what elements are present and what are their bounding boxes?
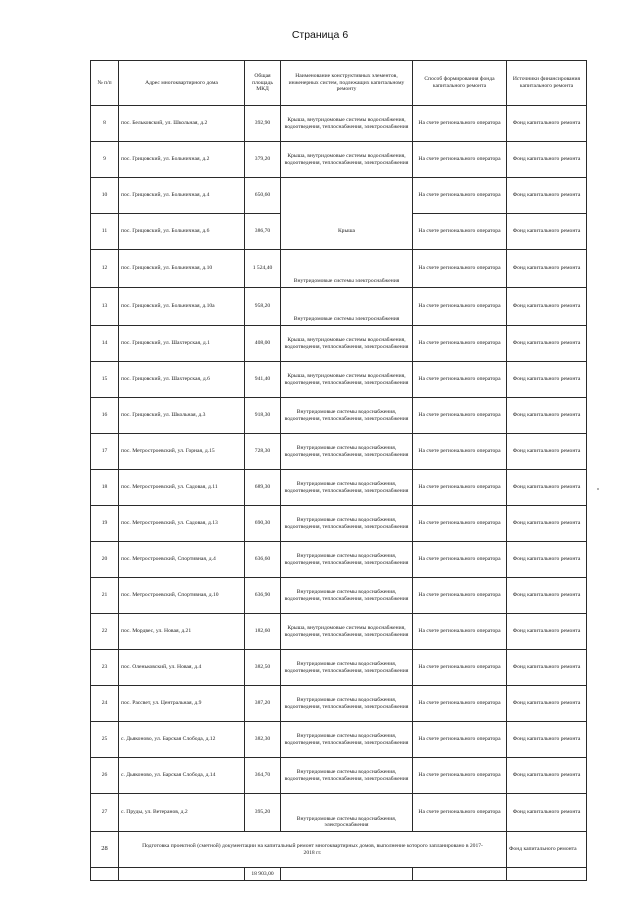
row-works: Крыша, внутридомовые системы водоснабжения, водоотведения, теплоснабжения, электроснабжения [281, 106, 413, 142]
row-address: пос. Бельковский, ул. Школьная, д.2 [119, 106, 245, 142]
row-area: 382,50 [245, 650, 281, 686]
row-num: 18 [91, 470, 119, 506]
row-method: На счете регионального оператора [413, 214, 507, 250]
table-row [91, 326, 587, 362]
row-area: 636,90 [245, 578, 281, 614]
row-num: 15 [91, 362, 119, 398]
header-source: Источники финансирования капитального ремонта [507, 61, 587, 106]
row-address: пос. Метростроевский, ул. Садовая, д.13 [119, 506, 245, 542]
row-num: 20 [91, 542, 119, 578]
merged-works-text: Крыша [337, 228, 356, 235]
row-address: пос. Грицовский, ул. Больничная, д.10а [119, 288, 245, 326]
row-num: 17 [91, 434, 119, 470]
table-row [91, 106, 587, 142]
row-address: пос. Грицовский, ул. Больничная, д.6 [119, 214, 245, 250]
row-works: Крыша, внутридомовые системы водоснабжения, водоотведения, теплоснабжения, электроснабжения [281, 362, 413, 398]
row-method: На счете регионального оператора [413, 794, 507, 832]
table-row [91, 142, 587, 178]
row-method: На счете регионального оператора [413, 578, 507, 614]
table-row [91, 506, 587, 542]
row-address: пос. Метростроевский, ул. Садовая, д.11 [119, 470, 245, 506]
row-works: Внутридомовые системы водоснабжения, водоотведения, теплоснабжения, электроснабжения [281, 686, 413, 722]
row-works: Внутридомовые системы водоснабжения, водоотведения, теплоснабжения, электроснабжения [281, 398, 413, 434]
row-works: Внутридомовые системы водоснабжения, водоотведения, теплоснабжения, электроснабжения [281, 578, 413, 614]
row-num: 8 [91, 106, 119, 142]
table-row [91, 288, 587, 326]
row-source: Фонд капитального ремонта [507, 794, 587, 832]
row-address: пос. Оленьковский, ул. Новая, д.4 [119, 650, 245, 686]
row-works-merged [281, 178, 413, 250]
row-num: 14 [91, 326, 119, 362]
table-row [91, 794, 587, 832]
row-works: Внутридомовые системы водоснабжения, водоотведения, теплоснабжения, электроснабжения [281, 506, 413, 542]
row-num: 12 [91, 250, 119, 288]
header-area: Общая площадь МКД [245, 61, 281, 106]
row-area: 636,60 [245, 542, 281, 578]
total-empty-num [91, 868, 119, 881]
row-method: На счете регионального оператора [413, 434, 507, 470]
row-source: Фонд капитального ремонта [507, 758, 587, 794]
header-address: Адрес многоквартирного дома [119, 61, 245, 106]
row-works: Внутридомовые системы водоснабжения, водоотведения, теплоснабжения, электроснабжения [281, 434, 413, 470]
row-area: 395,20 [245, 794, 281, 832]
repair-program-table [90, 60, 587, 881]
total-empty-works [281, 868, 413, 881]
row-area: 392,90 [245, 106, 281, 142]
row-works: Внутридомовые системы водоснабжения, водоотведения, теплоснабжения, электроснабжения [281, 650, 413, 686]
scan-speck [597, 488, 599, 490]
row-address: пос. Метростроевский, Спортивная, д.10 [119, 578, 245, 614]
row-source: Фонд капитального ремонта [507, 722, 587, 758]
table-row-preparation [91, 832, 587, 868]
row-num: 27 [91, 794, 119, 832]
row-source: Фонд капитального ремонта [507, 106, 587, 142]
row-area: 941,40 [245, 362, 281, 398]
row-address: пос. Метростроевский, Спортивная, д.4 [119, 542, 245, 578]
row-method: На счете регионального оператора [413, 614, 507, 650]
row-area: 690,30 [245, 506, 281, 542]
row-num: 28 [91, 832, 119, 868]
row-address: пос. Метростроевский, ул. Горная, д.15 [119, 434, 245, 470]
row-num: 21 [91, 578, 119, 614]
row-area: 650,60 [245, 178, 281, 214]
header-num: № п/п [91, 61, 119, 106]
row-source: Фонд капитального ремонта [507, 542, 587, 578]
row-address: пос. Грицовский, ул. Больничная, д.10 [119, 250, 245, 288]
total-area: 18 903,00 [245, 868, 281, 881]
row-works: Крыша, внутридомовые системы водоснабжения, водоотведения, теплоснабжения, электроснабжения [281, 326, 413, 362]
row-area: 728,30 [245, 434, 281, 470]
table-row [91, 650, 587, 686]
table-row [91, 362, 587, 398]
row-method: На счете регионального оператора [413, 758, 507, 794]
row-source: Фонд капитального ремонта [507, 398, 587, 434]
row-source: Фонд капитального ремонта [507, 362, 587, 398]
row-method: На счете регионального оператора [413, 506, 507, 542]
row-num: 13 [91, 288, 119, 326]
table-row [91, 470, 587, 506]
row-source: Фонд капитального ремонта [507, 178, 587, 214]
row-address: с. Дьяконово, ул. Барская Слобода, д.14 [119, 758, 245, 794]
row-area: 1 524,40 [245, 250, 281, 288]
row-address: пос. Грицовский, ул. Шахтерская, д.1 [119, 326, 245, 362]
row-area: 182,60 [245, 614, 281, 650]
row-method: На счете регионального оператора [413, 722, 507, 758]
row-source: Фонд капитального ремонта [507, 214, 587, 250]
row-address: пос. Грицовский, ул. Больничная, д.4 [119, 178, 245, 214]
row-works: Внутридомовые системы водоснабжения, водоотведения, теплоснабжения, электроснабжения [281, 722, 413, 758]
row-method: На счете регионального оператора [413, 686, 507, 722]
row-area: 387,20 [245, 686, 281, 722]
table-row [91, 250, 587, 288]
row-address: пос. Мордвес, ул. Новая, д.21 [119, 614, 245, 650]
row-address: пос. Грицовский, ул. Шахтерская, д.6 [119, 362, 245, 398]
row-num: 22 [91, 614, 119, 650]
row-works: Внутридомовые системы водоснабжения, водоотведения, теплоснабжения, электроснабжения [281, 542, 413, 578]
row-num: 10 [91, 178, 119, 214]
row-area: 689,30 [245, 470, 281, 506]
row-source: Фонд капитального ремонта [507, 686, 587, 722]
row-address: пос. Рассвет, ул. Центральная, д.9 [119, 686, 245, 722]
row-num: 25 [91, 722, 119, 758]
row-works: Внутридомовые системы электроснабжения [281, 250, 413, 288]
row-method: На счете регионального оператора [413, 106, 507, 142]
row-num: 9 [91, 142, 119, 178]
row-method: На счете регионального оператора [413, 398, 507, 434]
row-works: Крыша, внутридомовые системы водоснабжения, водоотведения, теплоснабжения, электроснабжения [281, 142, 413, 178]
row-num: 19 [91, 506, 119, 542]
row-num: 23 [91, 650, 119, 686]
row-address: пос. Грицовский, ул. Больничная, д.2 [119, 142, 245, 178]
table-row [91, 178, 587, 214]
row-method: На счете регионального оператора [413, 650, 507, 686]
row-works: Внутридомовые системы водоснабжения, водоотведения, теплоснабжения, электроснабжения [281, 470, 413, 506]
row-area: 918,30 [245, 398, 281, 434]
table-row [91, 758, 587, 794]
row-works: Внутридомовые системы водоснабжения, водоотведения, теплоснабжения, электроснабжения [281, 758, 413, 794]
row-method: На счете регионального оператора [413, 470, 507, 506]
row-address: с. Пруды, ул. Ветеранов, д.2 [119, 794, 245, 832]
total-empty-source [507, 868, 587, 881]
total-empty-method [413, 868, 507, 881]
row-num: 26 [91, 758, 119, 794]
table-row [91, 722, 587, 758]
row-num: 24 [91, 686, 119, 722]
table-total-row [91, 868, 587, 881]
row-works: Крыша, внутридомовые системы водоснабжения, водоотведения, теплоснабжения, электроснабжения [281, 614, 413, 650]
header-method: Способ формирования фонда капитального ремонта [413, 61, 507, 106]
page-title: Страница 6 [291, 29, 349, 41]
table-row [91, 434, 587, 470]
row-area: 386,70 [245, 214, 281, 250]
row-source: Фонд капитального ремонта [507, 614, 587, 650]
row-address: с. Дьяконово, ул. Барская Слобода, д.12 [119, 722, 245, 758]
row-preparation-text: Подготовка проектной (сметной) документации на капитальный ремонт многоквартирных домов, выполнение которого запланировано в 2017-2018 гг. [119, 832, 507, 868]
row-source: Фонд капитального ремонта [507, 578, 587, 614]
row-method: На счете регионального оператора [413, 142, 507, 178]
row-num: 11 [91, 214, 119, 250]
table-row [91, 614, 587, 650]
header-works: Наименование конструктивных элементов, инженерных систем, подлежащих капитальному ремонту [281, 61, 413, 106]
row-source: Фонд капитального ремонта [507, 434, 587, 470]
row-method: На счете регионального оператора [413, 250, 507, 288]
row-area: 364,70 [245, 758, 281, 794]
table-row [91, 686, 587, 722]
row-source: Фонд капитального ремонта [507, 506, 587, 542]
row-address: пос. Грицовский, ул. Школьная, д.3 [119, 398, 245, 434]
row-method: На счете регионального оператора [413, 288, 507, 326]
table-row [91, 578, 587, 614]
table-row [91, 398, 587, 434]
row-works: Внутридомовые системы электроснабжения [281, 288, 413, 326]
row-source: Фонд капитального ремонта [507, 250, 587, 288]
row-source: Фонд капитального ремонта [507, 470, 587, 506]
total-empty-address [119, 868, 245, 881]
row-source: Фонд капитального ремонта [507, 288, 587, 326]
row-source: Фонд капитального ремонта [507, 326, 587, 362]
row-area: 382,30 [245, 722, 281, 758]
row-source: Фонд капитального ремонта [507, 832, 587, 868]
row-method: На счете регионального оператора [413, 178, 507, 214]
row-area: 379,20 [245, 142, 281, 178]
row-method: На счете регионального оператора [413, 362, 507, 398]
row-source: Фонд капитального ремонта [507, 650, 587, 686]
row-area: 408,00 [245, 326, 281, 362]
row-source: Фонд капитального ремонта [507, 142, 587, 178]
row-area: 958,20 [245, 288, 281, 326]
row-method: На счете регионального оператора [413, 326, 507, 362]
row-method: На счете регионального оператора [413, 542, 507, 578]
row-num: 16 [91, 398, 119, 434]
row-works: Внутридомовые системы водоснабжения, электроснабжения [281, 794, 413, 832]
table-row [91, 542, 587, 578]
table-header-row [91, 61, 587, 106]
